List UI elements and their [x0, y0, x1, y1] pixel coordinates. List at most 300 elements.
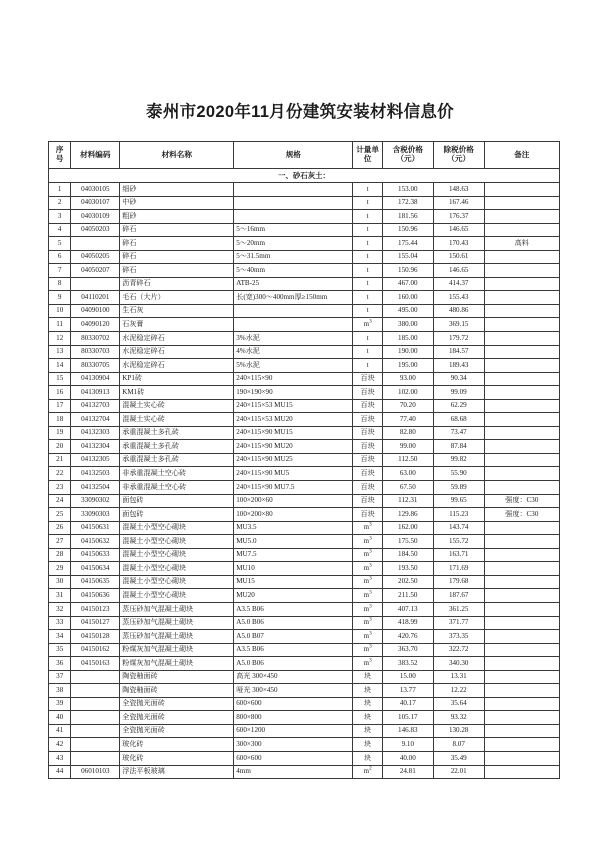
- cell-unit: 百块: [353, 440, 383, 454]
- column-header-excl-line1: 除税价格: [443, 145, 474, 155]
- cell-price-excl-tax: 8.07: [433, 738, 484, 752]
- cell-note: [484, 711, 559, 725]
- cell-price-incl-tax: 63.00: [382, 467, 433, 481]
- cell-index: 4: [49, 223, 71, 237]
- cell-material-name: 全瓷抛光面砖: [120, 711, 234, 725]
- cell-unit: 块: [353, 738, 383, 752]
- table-body: [49, 169, 560, 779]
- unit-exponent: 3: [369, 657, 372, 664]
- cell-material-code: 04050205: [71, 250, 120, 264]
- cell-specification: 5～16mm: [234, 223, 353, 237]
- cell-specification: 240×115×90 MU25: [234, 453, 353, 467]
- cell-unit: t: [353, 223, 383, 237]
- cell-specification: 240×115×53 MU20: [234, 413, 353, 427]
- cell-price-excl-tax: 68.68: [433, 413, 484, 427]
- cell-price-excl-tax: 373.35: [433, 630, 484, 644]
- cell-index: 27: [49, 535, 71, 549]
- cell-price-incl-tax: 150.96: [382, 264, 433, 278]
- cell-price-incl-tax: 13.77: [382, 684, 433, 698]
- cell-material-code: 06010103: [71, 765, 120, 779]
- cell-unit: 块: [353, 697, 383, 711]
- cell-material-code: 04130904: [71, 372, 120, 386]
- cell-note: [484, 481, 559, 495]
- cell-material-name: 混凝土小型空心砌块: [120, 562, 234, 576]
- cell-material-code: 04150128: [71, 630, 120, 644]
- cell-unit: t: [353, 332, 383, 346]
- cell-unit: t: [353, 196, 383, 210]
- cell-price-excl-tax: 155.43: [433, 291, 484, 305]
- cell-unit: 百块: [353, 508, 383, 522]
- cell-unit: $m^3$: [353, 589, 383, 603]
- cell-material-code: 80330705: [71, 359, 120, 373]
- cell-price-incl-tax: 105.17: [382, 711, 433, 725]
- cell-index: 17: [49, 399, 71, 413]
- cell-unit: t: [353, 277, 383, 291]
- cell-note: [484, 359, 559, 373]
- cell-specification: A5.0 B07: [234, 630, 353, 644]
- cell-unit: t: [353, 304, 383, 318]
- cell-specification: 240×115×90: [234, 372, 353, 386]
- cell-material-code: [71, 237, 120, 251]
- cell-index: 23: [49, 481, 71, 495]
- cell-index: 40: [49, 711, 71, 725]
- cell-index: 12: [49, 332, 71, 346]
- cell-material-name: 细砂: [120, 183, 234, 197]
- cell-note: [484, 765, 559, 779]
- cell-unit: $m^2$: [353, 765, 383, 779]
- cell-price-incl-tax: 112.50: [382, 453, 433, 467]
- cell-unit: $m^3$: [353, 643, 383, 657]
- cell-price-incl-tax: 190.00: [382, 345, 433, 359]
- cell-material-code: 04030107: [71, 196, 120, 210]
- cell-material-code: [71, 670, 120, 684]
- cell-note: [484, 535, 559, 549]
- cell-note: [484, 548, 559, 562]
- cell-price-incl-tax: 172.38: [382, 196, 433, 210]
- unit-exponent: 3: [369, 603, 372, 610]
- cell-note: [484, 724, 559, 738]
- cell-unit: $m^3$: [353, 616, 383, 630]
- cell-price-excl-tax: 148.63: [433, 183, 484, 197]
- cell-price-excl-tax: 340.30: [433, 657, 484, 671]
- cell-index: 44: [49, 765, 71, 779]
- cell-price-excl-tax: 150.61: [433, 250, 484, 264]
- cell-price-incl-tax: 160.00: [382, 291, 433, 305]
- column-header-index-line2: 号: [55, 154, 64, 163]
- table-row: [49, 453, 560, 467]
- cell-price-incl-tax: 93.00: [382, 372, 433, 386]
- cell-price-excl-tax: 155.72: [433, 535, 484, 549]
- cell-specification: MU3.5: [234, 521, 353, 535]
- cell-unit: $m^3$: [353, 318, 383, 332]
- cell-material-name: 中砂: [120, 196, 234, 210]
- cell-price-incl-tax: 99.00: [382, 440, 433, 454]
- cell-unit: 块: [353, 670, 383, 684]
- cell-price-excl-tax: 179.72: [433, 332, 484, 346]
- cell-specification: A3.5 B06: [234, 602, 353, 616]
- cell-note: [484, 562, 559, 576]
- cell-note: [484, 372, 559, 386]
- cell-specification: 240×115×90 MU7.5: [234, 481, 353, 495]
- cell-price-excl-tax: 170.43: [433, 237, 484, 251]
- cell-specification: A5.0 B06: [234, 657, 353, 671]
- table-row: [49, 724, 560, 738]
- unit-exponent: 3: [369, 535, 372, 542]
- cell-specification: 800×800: [234, 711, 353, 725]
- cell-specification: 240×115×90 MU15: [234, 426, 353, 440]
- cell-specification: 600×600: [234, 697, 353, 711]
- cell-material-code: 04150123: [71, 602, 120, 616]
- cell-material-name: 混凝土小型空心砌块: [120, 535, 234, 549]
- cell-price-excl-tax: 87.84: [433, 440, 484, 454]
- cell-material-name: 面包砖: [120, 494, 234, 508]
- table-row: [49, 237, 560, 251]
- cell-price-excl-tax: 176.37: [433, 210, 484, 224]
- cell-price-excl-tax: 146.65: [433, 223, 484, 237]
- cell-specification: MU7.5: [234, 548, 353, 562]
- cell-note: 高料: [484, 237, 559, 251]
- cell-price-incl-tax: 24.81: [382, 765, 433, 779]
- cell-price-excl-tax: 12.22: [433, 684, 484, 698]
- cell-material-code: 80330703: [71, 345, 120, 359]
- cell-material-code: [71, 738, 120, 752]
- cell-unit: 百块: [353, 386, 383, 400]
- cell-unit: 百块: [353, 494, 383, 508]
- cell-specification: 190×190×90: [234, 386, 353, 400]
- table-row: [49, 413, 560, 427]
- cell-price-excl-tax: 187.67: [433, 589, 484, 603]
- cell-material-name: 混凝土小型空心砌块: [120, 521, 234, 535]
- cell-unit: $m^3$: [353, 575, 383, 589]
- cell-note: [484, 223, 559, 237]
- cell-price-excl-tax: 35.64: [433, 697, 484, 711]
- cell-price-incl-tax: 467.00: [382, 277, 433, 291]
- cell-note: [484, 575, 559, 589]
- table-row: [49, 575, 560, 589]
- cell-price-incl-tax: 383.52: [382, 657, 433, 671]
- cell-material-name: 水泥稳定碎石: [120, 359, 234, 373]
- cell-specification: MU20: [234, 589, 353, 603]
- cell-index: 6: [49, 250, 71, 264]
- table-row: [49, 291, 560, 305]
- cell-price-incl-tax: 82.80: [382, 426, 433, 440]
- cell-material-code: 04050207: [71, 264, 120, 278]
- cell-specification: 240×115×90 MU20: [234, 440, 353, 454]
- table-row: [49, 183, 560, 197]
- cell-price-incl-tax: 40.00: [382, 751, 433, 765]
- table-row: [49, 467, 560, 481]
- cell-unit: $m^3$: [353, 602, 383, 616]
- cell-price-excl-tax: 55.90: [433, 467, 484, 481]
- cell-unit: t: [353, 183, 383, 197]
- cell-price-incl-tax: 9.10: [382, 738, 433, 752]
- cell-price-incl-tax: 175.50: [382, 535, 433, 549]
- cell-material-code: [71, 697, 120, 711]
- cell-note: [484, 657, 559, 671]
- cell-note: [484, 751, 559, 765]
- cell-price-incl-tax: 67.50: [382, 481, 433, 495]
- cell-note: [484, 440, 559, 454]
- cell-note: [484, 304, 559, 318]
- cell-unit: t: [353, 264, 383, 278]
- cell-index: 20: [49, 440, 71, 454]
- cell-note: [484, 277, 559, 291]
- cell-specification: 3%水泥: [234, 332, 353, 346]
- cell-note: [484, 264, 559, 278]
- table-row: [49, 738, 560, 752]
- table-row: [49, 548, 560, 562]
- cell-material-code: 04150635: [71, 575, 120, 589]
- table-row: [49, 643, 560, 657]
- cell-material-name: KP1砖: [120, 372, 234, 386]
- unit-exponent: 3: [369, 318, 372, 325]
- cell-index: 32: [49, 602, 71, 616]
- table-row: [49, 494, 560, 508]
- table-row: [49, 521, 560, 535]
- cell-price-incl-tax: 185.00: [382, 332, 433, 346]
- cell-specification: [234, 196, 353, 210]
- cell-price-incl-tax: 195.00: [382, 359, 433, 373]
- cell-unit: 块: [353, 684, 383, 698]
- cell-material-name: 混凝土小型空心砌块: [120, 575, 234, 589]
- cell-material-code: 04150632: [71, 535, 120, 549]
- cell-specification: ATB-25: [234, 277, 353, 291]
- cell-price-excl-tax: 59.89: [433, 481, 484, 495]
- cell-material-name: 碎石: [120, 264, 234, 278]
- unit-exponent: 3: [369, 643, 372, 650]
- cell-material-name: 碎石: [120, 250, 234, 264]
- cell-material-name: 石灰膏: [120, 318, 234, 332]
- cell-unit: t: [353, 359, 383, 373]
- cell-unit: $m^3$: [353, 548, 383, 562]
- cell-specification: 5～40mm: [234, 264, 353, 278]
- cell-note: [484, 630, 559, 644]
- cell-note: 强度：C30: [484, 494, 559, 508]
- cell-material-name: 承重混凝土多孔砖: [120, 453, 234, 467]
- cell-material-code: 04132704: [71, 413, 120, 427]
- column-header-note: 备注: [484, 142, 559, 169]
- cell-price-incl-tax: 162.00: [382, 521, 433, 535]
- cell-note: [484, 521, 559, 535]
- column-header-excl-line2: （元）: [447, 154, 471, 163]
- cell-material-name: 毛石（大片）: [120, 291, 234, 305]
- cell-unit: $m^3$: [353, 657, 383, 671]
- cell-specification: A3.5 B06: [234, 643, 353, 657]
- table-row: [49, 399, 560, 413]
- cell-index: 39: [49, 697, 71, 711]
- cell-note: [484, 602, 559, 616]
- cell-material-code: 04030105: [71, 183, 120, 197]
- unit-exponent: 2: [369, 765, 372, 772]
- cell-price-excl-tax: 35.49: [433, 751, 484, 765]
- cell-note: [484, 183, 559, 197]
- table-row: [49, 616, 560, 630]
- cell-price-excl-tax: 171.69: [433, 562, 484, 576]
- cell-index: 24: [49, 494, 71, 508]
- material-price-table: [48, 141, 560, 779]
- column-header-spec: 规格: [234, 142, 353, 169]
- cell-material-name: 承重混凝土多孔砖: [120, 426, 234, 440]
- cell-material-code: 04110201: [71, 291, 120, 305]
- cell-index: 18: [49, 413, 71, 427]
- page-title: 泰州市2020年11月份建筑安装材料信息价: [146, 103, 454, 121]
- cell-price-incl-tax: 363.70: [382, 643, 433, 657]
- cell-index: 42: [49, 738, 71, 752]
- cell-price-excl-tax: 322.72: [433, 643, 484, 657]
- table-row: [49, 372, 560, 386]
- cell-material-code: 04150127: [71, 616, 120, 630]
- cell-material-code: 04132304: [71, 440, 120, 454]
- cell-material-name: 蒸压砂加气混凝土砌块: [120, 630, 234, 644]
- table-row: [49, 359, 560, 373]
- cell-price-excl-tax: 73.47: [433, 426, 484, 440]
- column-header-index: [49, 142, 71, 169]
- cell-note: [484, 467, 559, 481]
- cell-index: 22: [49, 467, 71, 481]
- cell-unit: t: [353, 250, 383, 264]
- cell-price-incl-tax: 211.50: [382, 589, 433, 603]
- cell-unit: $m^3$: [353, 562, 383, 576]
- cell-specification: MU10: [234, 562, 353, 576]
- unit-exponent: 3: [369, 521, 372, 528]
- cell-index: 38: [49, 684, 71, 698]
- cell-price-excl-tax: 184.57: [433, 345, 484, 359]
- cell-index: 31: [49, 589, 71, 603]
- cell-specification: 600×600: [234, 751, 353, 765]
- price-table-container: [0, 141, 600, 779]
- cell-material-name: 碎石: [120, 223, 234, 237]
- column-header-code: 材料编码: [71, 142, 120, 169]
- cell-material-name: 蒸压砂加气混凝土砌块: [120, 602, 234, 616]
- cell-price-incl-tax: 102.00: [382, 386, 433, 400]
- cell-index: 15: [49, 372, 71, 386]
- cell-material-code: [71, 277, 120, 291]
- cell-material-name: 玻化砖: [120, 751, 234, 765]
- table-row: [49, 210, 560, 224]
- cell-price-excl-tax: 163.71: [433, 548, 484, 562]
- table-row: [49, 345, 560, 359]
- unit-exponent: 3: [369, 562, 372, 569]
- cell-note: [484, 399, 559, 413]
- cell-specification: MU5.0: [234, 535, 353, 549]
- table-row: [49, 562, 560, 576]
- cell-specification: 300×300: [234, 738, 353, 752]
- cell-material-code: 04150633: [71, 548, 120, 562]
- cell-material-name: 沥青碎石: [120, 277, 234, 291]
- cell-note: [484, 643, 559, 657]
- cell-material-code: 04130913: [71, 386, 120, 400]
- table-row: [49, 697, 560, 711]
- table-row: [49, 508, 560, 522]
- column-header-incl-line1: 含税价格: [392, 145, 423, 155]
- cell-price-excl-tax: 179.68: [433, 575, 484, 589]
- cell-specification: [234, 183, 353, 197]
- cell-index: 36: [49, 657, 71, 671]
- cell-specification: 长(宽)300～400mm厚≥150mm: [234, 291, 353, 305]
- cell-price-excl-tax: 99.82: [433, 453, 484, 467]
- table-row: [49, 264, 560, 278]
- cell-index: 11: [49, 318, 71, 332]
- cell-index: 16: [49, 386, 71, 400]
- cell-specification: 4mm: [234, 765, 353, 779]
- cell-price-excl-tax: 371.77: [433, 616, 484, 630]
- cell-material-code: 04050203: [71, 223, 120, 237]
- table-row: [49, 250, 560, 264]
- table-row: [49, 751, 560, 765]
- cell-index: 25: [49, 508, 71, 522]
- cell-material-name: 混凝土小型空心砌块: [120, 589, 234, 603]
- cell-price-incl-tax: 407.13: [382, 602, 433, 616]
- cell-material-name: 非承重混凝土空心砖: [120, 481, 234, 495]
- cell-note: [484, 589, 559, 603]
- table-row: [49, 386, 560, 400]
- unit-exponent: 3: [369, 548, 372, 555]
- cell-material-code: 04030109: [71, 210, 120, 224]
- table-row: [49, 657, 560, 671]
- column-header-unit: [353, 142, 383, 169]
- cell-price-excl-tax: 99.09: [433, 386, 484, 400]
- cell-unit: $m^3$: [353, 630, 383, 644]
- cell-material-code: 04150163: [71, 657, 120, 671]
- cell-price-incl-tax: 175.44: [382, 237, 433, 251]
- cell-index: 21: [49, 453, 71, 467]
- table-row: [49, 304, 560, 318]
- column-header-unit-line1: 计量单: [356, 145, 379, 155]
- cell-note: [484, 196, 559, 210]
- cell-material-code: 04150162: [71, 643, 120, 657]
- cell-price-excl-tax: 13.31: [433, 670, 484, 684]
- cell-material-name: 混凝土实心砖: [120, 399, 234, 413]
- column-header-price-incl-tax: [382, 142, 433, 169]
- cell-material-code: 04150636: [71, 589, 120, 603]
- cell-material-code: [71, 711, 120, 725]
- cell-specification: 5～20mm: [234, 237, 353, 251]
- unit-exponent: 3: [369, 576, 372, 583]
- table-row: [49, 765, 560, 779]
- section-title-row: [49, 169, 560, 183]
- unit-exponent: 3: [369, 589, 372, 596]
- table-row: [49, 630, 560, 644]
- cell-index: 26: [49, 521, 71, 535]
- cell-material-name: 粗砂: [120, 210, 234, 224]
- cell-index: 30: [49, 575, 71, 589]
- cell-specification: 240×115×53 MU15: [234, 399, 353, 413]
- cell-material-code: [71, 724, 120, 738]
- cell-unit: 百块: [353, 467, 383, 481]
- unit-exponent: 3: [369, 630, 372, 637]
- cell-price-excl-tax: 93.32: [433, 711, 484, 725]
- column-header-index-line1: 序: [55, 145, 64, 155]
- cell-note: [484, 738, 559, 752]
- cell-index: 33: [49, 616, 71, 630]
- table-row: [49, 277, 560, 291]
- cell-unit: 百块: [353, 399, 383, 413]
- cell-material-code: [71, 684, 120, 698]
- cell-price-incl-tax: 420.76: [382, 630, 433, 644]
- column-header-incl-line2: （元）: [396, 154, 420, 163]
- table-row: [49, 481, 560, 495]
- cell-index: 29: [49, 562, 71, 576]
- cell-note: [484, 210, 559, 224]
- cell-specification: 240×115×90 MU5: [234, 467, 353, 481]
- cell-note: [484, 413, 559, 427]
- cell-specification: 100×200×60: [234, 494, 353, 508]
- cell-price-excl-tax: 90.34: [433, 372, 484, 386]
- cell-index: 14: [49, 359, 71, 373]
- section-title: 一、砂石灰土：: [49, 169, 560, 183]
- cell-material-name: 蒸压砂加气混凝土砌块: [120, 616, 234, 630]
- cell-index: 19: [49, 426, 71, 440]
